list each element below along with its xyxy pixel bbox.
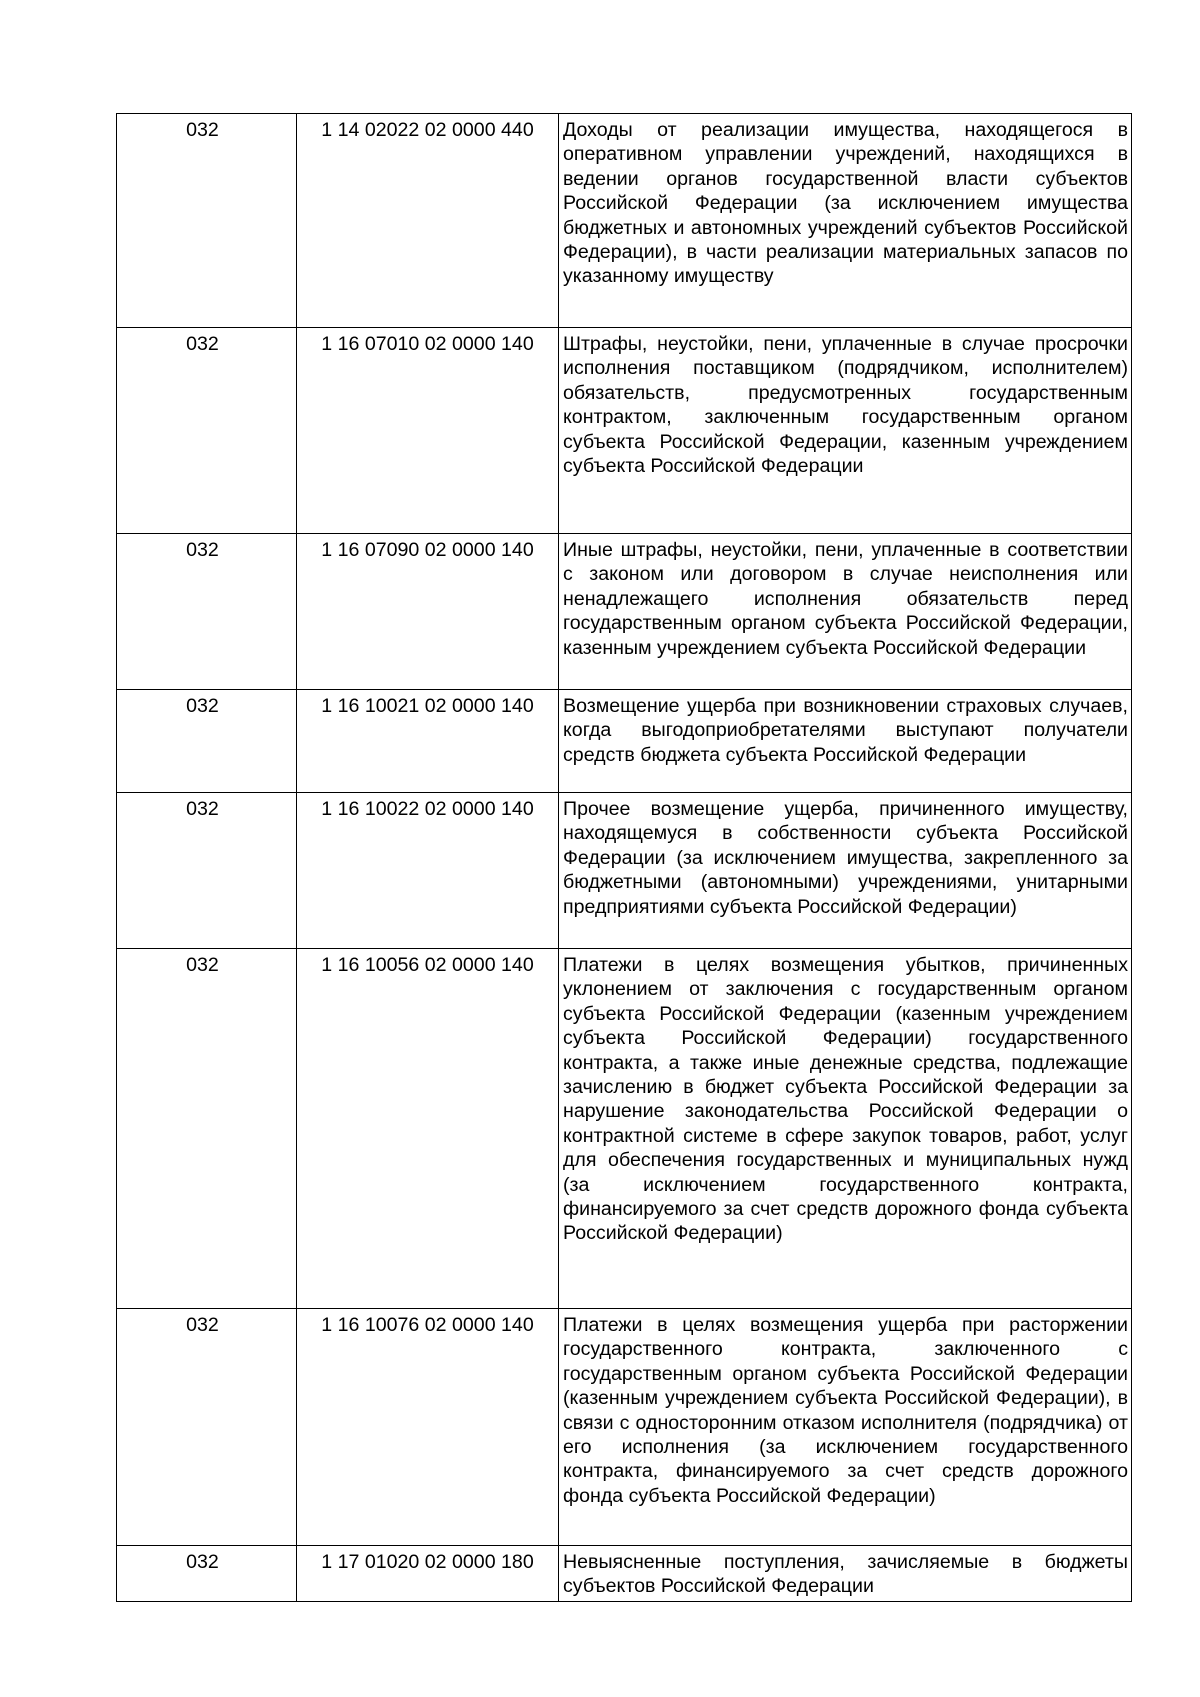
revenue-name-cell: Доходы от реализации имущества, находящегося в оперативном управлении учреждений, находящихся в ведении органов государственной власти субъектов Российской Федерации (за исключением имущества бюджетных и автономных учреждений субъектов Российской Федерации), в части реализации материальных запасов по указанному имуществу — [559, 114, 1132, 328]
budget-code-cell: 1 16 10022 02 0000 140 — [297, 793, 559, 949]
admin-code-cell: 032 — [117, 949, 297, 1309]
admin-code-cell: 032 — [117, 534, 297, 690]
budget-code-cell: 1 16 10021 02 0000 140 — [297, 690, 559, 793]
admin-code-cell: 032 — [117, 793, 297, 949]
revenue-name-cell: Штрафы, неустойки, пени, уплаченные в случае просрочки исполнения поставщиком (подрядчиком, исполнителем) обязательств, предусмотренных государственным контрактом, заключенным государственным органом субъекта Российской Федерации, казенным учреждением субъекта Российской Федерации — [559, 328, 1132, 534]
revenue-name-cell: Иные штрафы, неустойки, пени, уплаченные в соответствии с законом или договором в случае неисполнения или ненадлежащего исполнения обязательств перед государственным органом субъекта Российской Федерации, казенным учреждением субъекта Российской Федерации — [559, 534, 1132, 690]
table-row — [117, 534, 1132, 690]
budget-code-cell: 1 17 01020 02 0000 180 — [297, 1546, 559, 1602]
budget-code-cell: 1 16 10056 02 0000 140 — [297, 949, 559, 1309]
revenue-name-cell: Невыясненные поступления, зачисляемые в бюджеты субъектов Российской Федерации — [559, 1546, 1132, 1602]
admin-code-cell: 032 — [117, 114, 297, 328]
admin-code-cell: 032 — [117, 328, 297, 534]
table-row — [117, 1309, 1132, 1546]
table-row — [117, 328, 1132, 534]
admin-code-cell: 032 — [117, 690, 297, 793]
budget-code-cell: 1 16 07010 02 0000 140 — [297, 328, 559, 534]
revenue-name-cell: Возмещение ущерба при возникновении страховых случаев, когда выгодоприобретателями выступают получатели средств бюджета субъекта Российской Федерации — [559, 690, 1132, 793]
revenue-name-cell: Платежи в целях возмещения убытков, причиненных уклонением от заключения с государственным органом субъекта Российской Федерации (казенным учреждением субъекта Российской Федерации) государственного контракта, а также иные денежные средства, подлежащие зачислению в бюджет субъекта Российской Федерации за нарушение законодательства Российской Федерации о контрактной системе в сфере закупок товаров, работ, услуг для обеспечения государственных и муниципальных нужд (за исключением государственного контракта, финансируемого за счет средств дорожного фонда субъекта Российской Федерации) — [559, 949, 1132, 1309]
table-row — [117, 114, 1132, 328]
budget-code-cell: 1 16 10076 02 0000 140 — [297, 1309, 559, 1546]
table-row — [117, 1546, 1132, 1602]
table-row — [117, 949, 1132, 1309]
budget-code-cell: 1 14 02022 02 0000 440 — [297, 114, 559, 328]
admin-code-cell: 032 — [117, 1309, 297, 1546]
revenue-name-cell: Прочее возмещение ущерба, причиненного имуществу, находящемуся в собственности субъекта Российской Федерации (за исключением имущества, закрепленного за бюджетными (автономными) учреждениями, унитарными предприятиями субъекта Российской Федерации) — [559, 793, 1132, 949]
table-row — [117, 793, 1132, 949]
table-row — [117, 690, 1132, 793]
revenue-codes-table — [116, 113, 1132, 1602]
admin-code-cell: 032 — [117, 1546, 297, 1602]
budget-code-cell: 1 16 07090 02 0000 140 — [297, 534, 559, 690]
revenue-name-cell: Платежи в целях возмещения ущерба при расторжении государственного контракта, заключенного с государственным органом субъекта Российской Федерации (казенным учреждением субъекта Российской Федерации), в связи с односторонним отказом исполнителя (подрядчика) от его исполнения (за исключением государственного контракта, финансируемого за счет средств дорожного фонда субъекта Российской Федерации) — [559, 1309, 1132, 1546]
